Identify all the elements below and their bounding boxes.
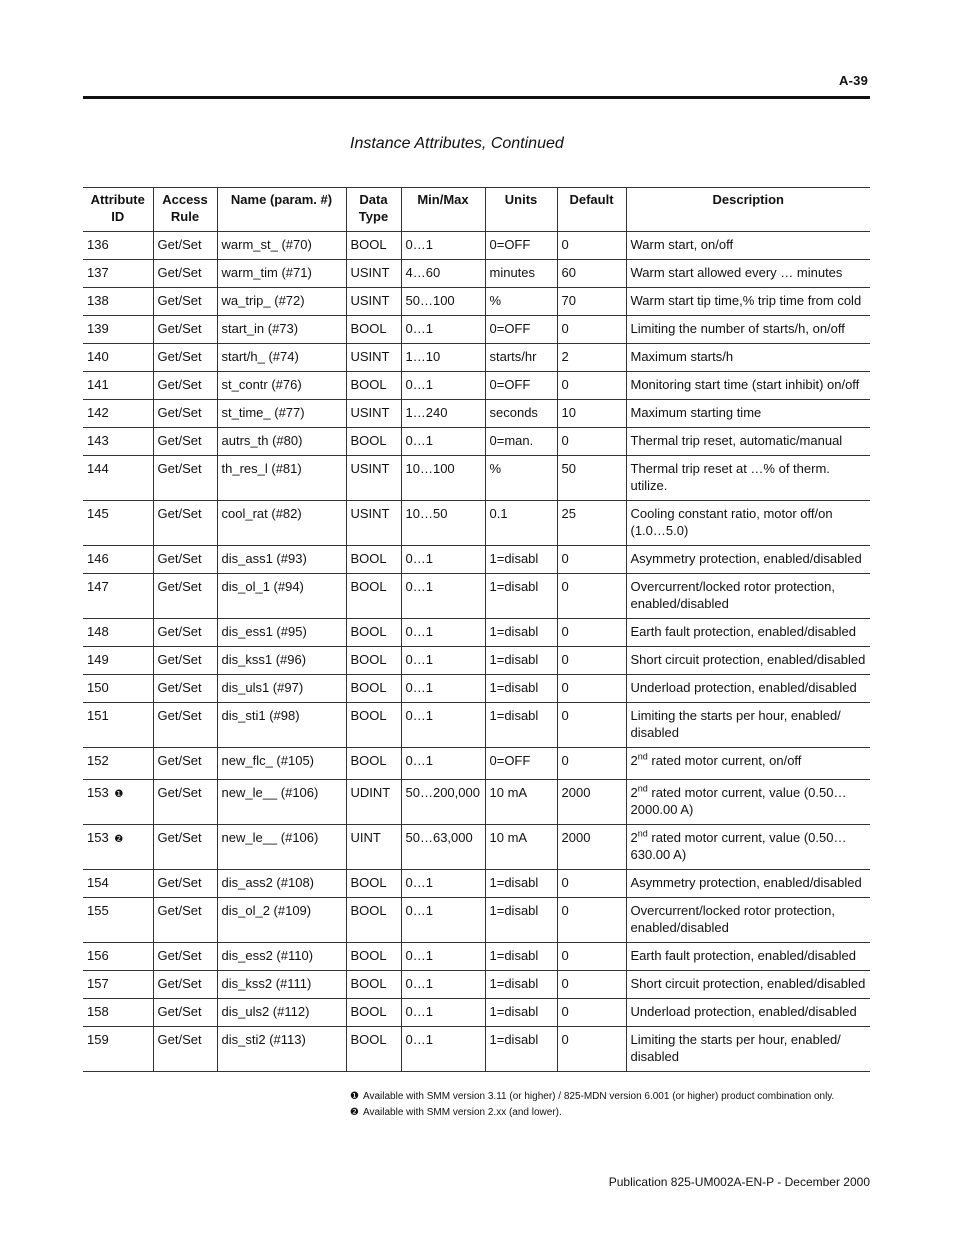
table-row — [83, 748, 870, 780]
cell-units: starts/hr — [485, 344, 557, 372]
cell-min-max: 0…1 — [401, 546, 485, 574]
cell-units: 1=disabl — [485, 943, 557, 971]
cell-attribute-id: 148 — [83, 619, 153, 647]
cell-min-max: 50…200,000 — [401, 780, 485, 825]
cell-units: 1=disabl — [485, 574, 557, 619]
cell-data-type: BOOL — [346, 870, 401, 898]
cell-min-max: 0…1 — [401, 647, 485, 675]
cell-description: Warm start tip time,% trip time from cold — [626, 288, 870, 316]
cell-description: Limiting the starts per hour, enabled/ disabled — [626, 703, 870, 748]
cell-min-max: 0…1 — [401, 898, 485, 943]
cell-units: 1=disabl — [485, 546, 557, 574]
footnote-1: ❶ Available with SMM version 3.11 (or higher) / 825-MDN version 6.001 (or higher) product combination only. — [350, 1091, 835, 1102]
cell-description: Maximum starts/h — [626, 344, 870, 372]
cell-min-max: 0…1 — [401, 1027, 485, 1072]
cell-attribute-id: 147 — [83, 574, 153, 619]
table-row — [83, 870, 870, 898]
header-min-max: Min/Max — [401, 188, 485, 232]
cell-min-max: 0…1 — [401, 372, 485, 400]
cell-data-type: UDINT — [346, 780, 401, 825]
cell-access-rule: Get/Set — [153, 780, 217, 825]
cell-name: wa_trip_ (#72) — [217, 288, 346, 316]
cell-name: dis_ess1 (#95) — [217, 619, 346, 647]
footnote-2: ❷ Available with SMM version 2.xx (and lower). — [350, 1107, 562, 1118]
cell-units: % — [485, 456, 557, 501]
cell-name: dis_ol_2 (#109) — [217, 898, 346, 943]
cell-description: Thermal trip reset at …% of therm. utilize. — [626, 456, 870, 501]
cell-default: 0 — [557, 574, 626, 619]
cell-default: 2000 — [557, 825, 626, 870]
cell-default: 0 — [557, 703, 626, 748]
cell-default: 25 — [557, 501, 626, 546]
table-row — [83, 288, 870, 316]
table-row — [83, 943, 870, 971]
cell-min-max: 10…50 — [401, 501, 485, 546]
table-row — [83, 619, 870, 647]
cell-data-type: BOOL — [346, 999, 401, 1027]
cell-description: Short circuit protection, enabled/disabled — [626, 647, 870, 675]
cell-min-max: 1…240 — [401, 400, 485, 428]
cell-access-rule: Get/Set — [153, 647, 217, 675]
cell-description: Underload protection, enabled/disabled — [626, 999, 870, 1027]
header-name: Name (param. #) — [217, 188, 346, 232]
header-attribute-id: Attribute ID — [83, 188, 153, 232]
table-header-row — [83, 188, 870, 232]
cell-name: new_le__ (#106) — [217, 780, 346, 825]
cell-default: 2000 — [557, 780, 626, 825]
cell-attribute-id: 146 — [83, 546, 153, 574]
cell-units: 0.1 — [485, 501, 557, 546]
cell-min-max: 1…10 — [401, 344, 485, 372]
cell-attribute-id: 149 — [83, 647, 153, 675]
table-row — [83, 316, 870, 344]
cell-name: warm_tim (#71) — [217, 260, 346, 288]
cell-access-rule: Get/Set — [153, 574, 217, 619]
cell-min-max: 10…100 — [401, 456, 485, 501]
cell-description: Asymmetry protection, enabled/disabled — [626, 870, 870, 898]
cell-units: 1=disabl — [485, 703, 557, 748]
cell-name: cool_rat (#82) — [217, 501, 346, 546]
cell-access-rule: Get/Set — [153, 898, 217, 943]
cell-name: th_res_l (#81) — [217, 456, 346, 501]
cell-access-rule: Get/Set — [153, 501, 217, 546]
cell-default: 0 — [557, 971, 626, 999]
cell-name: dis_uls2 (#112) — [217, 999, 346, 1027]
cell-access-rule: Get/Set — [153, 344, 217, 372]
cell-data-type: BOOL — [346, 372, 401, 400]
section-heading: Instance Attributes, Continued — [350, 135, 564, 152]
table-row — [83, 232, 870, 260]
cell-access-rule: Get/Set — [153, 870, 217, 898]
cell-description: Overcurrent/locked rotor protection, enabled/disabled — [626, 574, 870, 619]
cell-data-type: BOOL — [346, 1027, 401, 1072]
cell-name: start_in (#73) — [217, 316, 346, 344]
cell-attribute-id: 138 — [83, 288, 153, 316]
cell-min-max: 0…1 — [401, 619, 485, 647]
cell-attribute-id: 150 — [83, 675, 153, 703]
table-row — [83, 780, 870, 825]
cell-attribute-id: 153 ❶ — [83, 780, 153, 825]
cell-min-max: 0…1 — [401, 748, 485, 780]
cell-min-max: 0…1 — [401, 971, 485, 999]
cell-default: 10 — [557, 400, 626, 428]
cell-description: Limiting the number of starts/h, on/off — [626, 316, 870, 344]
cell-access-rule: Get/Set — [153, 825, 217, 870]
cell-name: dis_kss1 (#96) — [217, 647, 346, 675]
cell-name: new_le__ (#106) — [217, 825, 346, 870]
cell-attribute-id: 141 — [83, 372, 153, 400]
table-body — [83, 232, 870, 1072]
cell-data-type: BOOL — [346, 574, 401, 619]
cell-description: Overcurrent/locked rotor protection, enabled/disabled — [626, 898, 870, 943]
cell-name: new_flc_ (#105) — [217, 748, 346, 780]
cell-access-rule: Get/Set — [153, 675, 217, 703]
cell-units: 1=disabl — [485, 999, 557, 1027]
cell-access-rule: Get/Set — [153, 943, 217, 971]
table-row — [83, 344, 870, 372]
cell-units: 10 mA — [485, 780, 557, 825]
cell-description: Earth fault protection, enabled/disabled — [626, 619, 870, 647]
cell-units: 0=man. — [485, 428, 557, 456]
instance-attributes-table — [83, 187, 870, 1072]
cell-access-rule: Get/Set — [153, 1027, 217, 1072]
cell-units: 1=disabl — [485, 675, 557, 703]
cell-default: 0 — [557, 675, 626, 703]
cell-attribute-id: 157 — [83, 971, 153, 999]
cell-default: 0 — [557, 619, 626, 647]
cell-min-max: 0…1 — [401, 703, 485, 748]
cell-attribute-id: 145 — [83, 501, 153, 546]
table-row — [83, 574, 870, 619]
header-data-type: Data Type — [346, 188, 401, 232]
footnote-marker: ❷ — [114, 834, 124, 845]
publication-footer: Publication 825-UM002A-EN-P - December 2000 — [608, 1175, 870, 1189]
cell-units: 1=disabl — [485, 898, 557, 943]
cell-units: 0=OFF — [485, 748, 557, 780]
cell-access-rule: Get/Set — [153, 971, 217, 999]
table-row — [83, 428, 870, 456]
table-row — [83, 546, 870, 574]
cell-data-type: BOOL — [346, 943, 401, 971]
cell-access-rule: Get/Set — [153, 260, 217, 288]
cell-data-type: USINT — [346, 400, 401, 428]
cell-attribute-id: 155 — [83, 898, 153, 943]
cell-description: 2nd rated motor current, value (0.50…630.00 A) — [626, 825, 870, 870]
cell-min-max: 0…1 — [401, 428, 485, 456]
table-row — [83, 501, 870, 546]
header-default: Default — [557, 188, 626, 232]
cell-attribute-id: 137 — [83, 260, 153, 288]
cell-min-max: 50…100 — [401, 288, 485, 316]
cell-data-type: UINT — [346, 825, 401, 870]
cell-data-type: BOOL — [346, 647, 401, 675]
cell-description: Asymmetry protection, enabled/disabled — [626, 546, 870, 574]
cell-default: 0 — [557, 1027, 626, 1072]
cell-default: 0 — [557, 943, 626, 971]
cell-data-type: BOOL — [346, 316, 401, 344]
cell-default: 50 — [557, 456, 626, 501]
footnotes — [350, 1089, 834, 1121]
cell-data-type: USINT — [346, 501, 401, 546]
cell-attribute-id: 156 — [83, 943, 153, 971]
cell-attribute-id: 140 — [83, 344, 153, 372]
cell-units: 0=OFF — [485, 316, 557, 344]
cell-units: 1=disabl — [485, 1027, 557, 1072]
cell-name: st_contr (#76) — [217, 372, 346, 400]
cell-attribute-id: 142 — [83, 400, 153, 428]
cell-default: 2 — [557, 344, 626, 372]
cell-access-rule: Get/Set — [153, 703, 217, 748]
cell-data-type: BOOL — [346, 546, 401, 574]
cell-min-max: 0…1 — [401, 999, 485, 1027]
cell-data-type: USINT — [346, 344, 401, 372]
cell-access-rule: Get/Set — [153, 288, 217, 316]
cell-description: Warm start, on/off — [626, 232, 870, 260]
cell-description: Underload protection, enabled/disabled — [626, 675, 870, 703]
cell-default: 0 — [557, 546, 626, 574]
table-row — [83, 999, 870, 1027]
cell-access-rule: Get/Set — [153, 316, 217, 344]
cell-name: autrs_th (#80) — [217, 428, 346, 456]
cell-description: Short circuit protection, enabled/disabled — [626, 971, 870, 999]
cell-units: 0=OFF — [485, 232, 557, 260]
cell-min-max: 50…63,000 — [401, 825, 485, 870]
cell-name: dis_ass2 (#108) — [217, 870, 346, 898]
cell-name: dis_uls1 (#97) — [217, 675, 346, 703]
cell-data-type: BOOL — [346, 748, 401, 780]
cell-units: 0=OFF — [485, 372, 557, 400]
header-description: Description — [626, 188, 870, 232]
cell-units: minutes — [485, 260, 557, 288]
cell-default: 0 — [557, 316, 626, 344]
cell-description: Limiting the starts per hour, enabled/ disabled — [626, 1027, 870, 1072]
cell-units: 1=disabl — [485, 647, 557, 675]
cell-access-rule: Get/Set — [153, 748, 217, 780]
cell-default: 60 — [557, 260, 626, 288]
cell-description: 2nd rated motor current, on/off — [626, 748, 870, 780]
table-row — [83, 703, 870, 748]
cell-access-rule: Get/Set — [153, 400, 217, 428]
cell-name: dis_kss2 (#111) — [217, 971, 346, 999]
cell-data-type: USINT — [346, 260, 401, 288]
table-row — [83, 971, 870, 999]
cell-units: 1=disabl — [485, 870, 557, 898]
cell-name: warm_st_ (#70) — [217, 232, 346, 260]
cell-attribute-id: 143 — [83, 428, 153, 456]
cell-min-max: 0…1 — [401, 943, 485, 971]
header-rule — [83, 96, 870, 99]
table-row — [83, 400, 870, 428]
cell-access-rule: Get/Set — [153, 372, 217, 400]
cell-access-rule: Get/Set — [153, 232, 217, 260]
cell-access-rule: Get/Set — [153, 428, 217, 456]
cell-default: 0 — [557, 428, 626, 456]
cell-data-type: BOOL — [346, 971, 401, 999]
cell-description: Warm start allowed every … minutes — [626, 260, 870, 288]
footnote-marker: ❶ — [114, 789, 124, 800]
cell-default: 0 — [557, 748, 626, 780]
table-row — [83, 898, 870, 943]
cell-description: Cooling constant ratio, motor off/on (1.0…5.0) — [626, 501, 870, 546]
cell-data-type: BOOL — [346, 703, 401, 748]
cell-min-max: 0…1 — [401, 574, 485, 619]
cell-description: Maximum starting time — [626, 400, 870, 428]
cell-description: 2nd rated motor current, value (0.50…2000.00 A) — [626, 780, 870, 825]
cell-attribute-id: 159 — [83, 1027, 153, 1072]
header-units: Units — [485, 188, 557, 232]
cell-units: 1=disabl — [485, 971, 557, 999]
table-row — [83, 825, 870, 870]
cell-min-max: 0…1 — [401, 870, 485, 898]
table-row — [83, 372, 870, 400]
cell-default: 0 — [557, 999, 626, 1027]
cell-description: Earth fault protection, enabled/disabled — [626, 943, 870, 971]
cell-default: 0 — [557, 647, 626, 675]
cell-data-type: USINT — [346, 456, 401, 501]
cell-data-type: USINT — [346, 288, 401, 316]
cell-attribute-id: 144 — [83, 456, 153, 501]
cell-attribute-id: 151 — [83, 703, 153, 748]
cell-attribute-id: 152 — [83, 748, 153, 780]
cell-data-type: BOOL — [346, 428, 401, 456]
cell-default: 0 — [557, 372, 626, 400]
cell-name: st_time_ (#77) — [217, 400, 346, 428]
cell-attribute-id: 158 — [83, 999, 153, 1027]
cell-units: 1=disabl — [485, 619, 557, 647]
cell-description: Thermal trip reset, automatic/manual — [626, 428, 870, 456]
table-row — [83, 456, 870, 501]
cell-access-rule: Get/Set — [153, 456, 217, 501]
cell-default: 0 — [557, 870, 626, 898]
header-access-rule: Access Rule — [153, 188, 217, 232]
cell-default: 0 — [557, 898, 626, 943]
cell-min-max: 4…60 — [401, 260, 485, 288]
cell-attribute-id: 153 ❷ — [83, 825, 153, 870]
table-row — [83, 260, 870, 288]
cell-name: dis_sti2 (#113) — [217, 1027, 346, 1072]
cell-attribute-id: 154 — [83, 870, 153, 898]
cell-min-max: 0…1 — [401, 316, 485, 344]
table-row — [83, 647, 870, 675]
page-number: A-39 — [839, 73, 868, 88]
cell-access-rule: Get/Set — [153, 999, 217, 1027]
cell-access-rule: Get/Set — [153, 546, 217, 574]
cell-data-type: BOOL — [346, 675, 401, 703]
table-row — [83, 1027, 870, 1072]
cell-name: dis_sti1 (#98) — [217, 703, 346, 748]
cell-data-type: BOOL — [346, 898, 401, 943]
cell-name: dis_ass1 (#93) — [217, 546, 346, 574]
cell-units: % — [485, 288, 557, 316]
cell-data-type: BOOL — [346, 619, 401, 647]
cell-data-type: BOOL — [346, 232, 401, 260]
cell-name: start/h_ (#74) — [217, 344, 346, 372]
cell-min-max: 0…1 — [401, 675, 485, 703]
table-row — [83, 675, 870, 703]
cell-description: Monitoring start time (start inhibit) on/off — [626, 372, 870, 400]
cell-units: seconds — [485, 400, 557, 428]
cell-name: dis_ol_1 (#94) — [217, 574, 346, 619]
cell-attribute-id: 136 — [83, 232, 153, 260]
cell-attribute-id: 139 — [83, 316, 153, 344]
cell-access-rule: Get/Set — [153, 619, 217, 647]
cell-name: dis_ess2 (#110) — [217, 943, 346, 971]
cell-units: 10 mA — [485, 825, 557, 870]
cell-default: 0 — [557, 232, 626, 260]
cell-min-max: 0…1 — [401, 232, 485, 260]
cell-default: 70 — [557, 288, 626, 316]
